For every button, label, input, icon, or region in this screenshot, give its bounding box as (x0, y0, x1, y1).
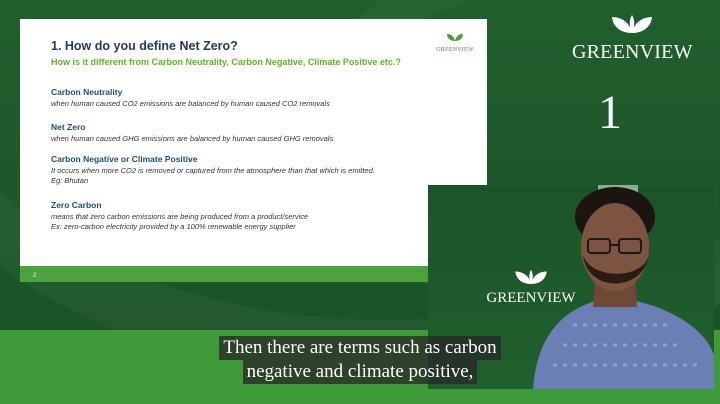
definition-term: Net Zero (51, 122, 86, 132)
definition-text: It occurs when more CO2 is removed or captured from the atmosphere than that which is emitted. (51, 166, 375, 175)
definition-term: Carbon Neutrality (51, 87, 123, 97)
speaker-person (503, 185, 714, 389)
definition-text: means that zero carbon emissions are being produced from a product/service (51, 212, 309, 221)
slide-logo (435, 29, 475, 53)
definition-text: when human caused GHG emissions are balanced by human caused GHG removals (51, 134, 334, 143)
definition-text: when human caused CO2 emissions are balanced by human caused CO2 removals (51, 99, 330, 108)
definition-text: Eg: Bhutan (51, 176, 89, 185)
slide-page-number: 2 (33, 273, 37, 279)
brand-name: GREENVIEW (572, 41, 693, 63)
definition-term: Zero Carbon (51, 200, 102, 210)
subtitle-caption (200, 336, 520, 384)
slide-logo-text: GREENVIEW (436, 47, 474, 53)
brand-logo (572, 14, 692, 64)
video-wall-logo-text: GREENVIEW (486, 290, 576, 306)
leaf-logo-icon (609, 14, 655, 34)
slide-title: 1. How do you define Net Zero? (51, 39, 238, 53)
definition-text: Ex: zero-carbon electricity provided by a 100% renewable energy supplier (51, 222, 296, 231)
slide-subtitle: How is it different from Carbon Neutrality, Carbon Negative, Climate Positive etc.? (51, 57, 401, 67)
caption-line: negative and climate positive, (243, 360, 478, 384)
presentation-slide (20, 19, 487, 282)
slide-counter: 1 (598, 86, 622, 139)
slide-footer (20, 266, 487, 282)
definition-term: Carbon Negative or Climate Positive (51, 154, 198, 164)
caption-line: Then there are terms such as carbon (219, 336, 500, 360)
leaf-logo-icon (446, 33, 464, 42)
